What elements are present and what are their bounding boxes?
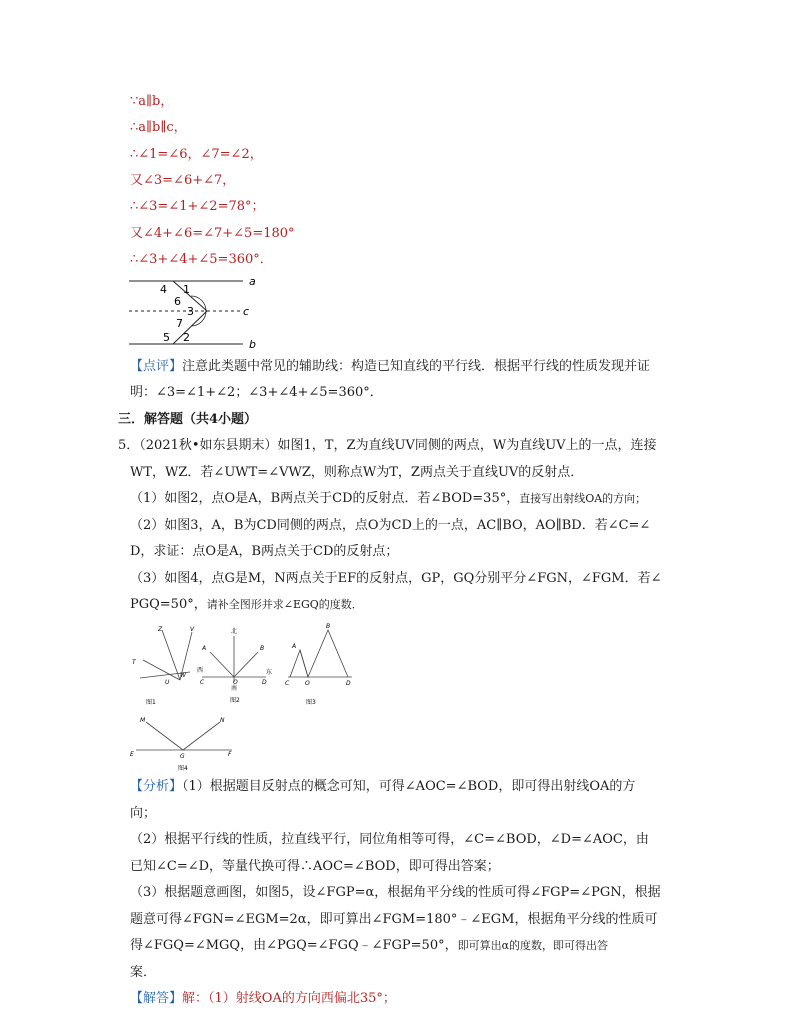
- fig2-label: C: [200, 679, 205, 686]
- fig1-caption: 图1: [146, 699, 156, 706]
- analysis-tag: 【分析】: [130, 779, 183, 794]
- fig3-label: A: [292, 643, 297, 650]
- solution-step: ∴∠3=∠1+∠2=78°；: [130, 199, 265, 214]
- analysis-line-8: 案．: [130, 965, 157, 980]
- question-2-line-2: D，求证：点O是A，B两点关于CD的反射点；: [130, 544, 399, 559]
- fig4-label: G: [180, 753, 185, 760]
- fig1-label: Z: [158, 626, 163, 633]
- question-2-line-1: （2）如图3，A，B为CD同侧的两点，点O为CD上的一点，AC∥BO，AO∥BD．若∠C=∠: [130, 518, 651, 533]
- fig2-label: 南: [231, 685, 238, 692]
- answer-line: [130, 990, 396, 1008]
- comment-line-1: [130, 358, 650, 376]
- question-3-line-1: （3）如图4，点G是M，N两点关于EF的反射点，GP，GQ分别平分∠FGN，∠FGM．若∠: [130, 571, 662, 586]
- problem-line-1: [118, 437, 657, 455]
- question-1-text-cont: 直接写出射线OA的方向；: [519, 492, 647, 505]
- fig2-label: 西: [197, 667, 204, 674]
- solution-step: ∴∠1=∠6，∠7=∠2，: [130, 147, 263, 162]
- label-c: c: [243, 305, 250, 318]
- label-a: a: [249, 276, 256, 288]
- fig4-label: F: [228, 751, 232, 758]
- fig2-label: B: [260, 645, 265, 652]
- answer-text: 解：（1）射线OA的方向西偏北35°；: [182, 991, 396, 1006]
- fig2-label: D: [262, 679, 267, 686]
- angle-label-2: 2: [183, 331, 190, 344]
- fig4-label: E: [130, 751, 134, 758]
- solution-step: ∴a∥b∥c，: [130, 120, 187, 135]
- comment-tag: 【点评】: [130, 359, 183, 374]
- fig3-label: B: [326, 623, 331, 630]
- fig3-label: C: [285, 680, 290, 687]
- fig2-label: O: [233, 679, 238, 686]
- answer-tag: 【解答】: [130, 991, 183, 1006]
- solution-step: 又∠3=∠6+∠7，: [130, 173, 236, 188]
- comment-line-2: 明：∠3=∠1+∠2；∠3+∠4+∠5=360°．: [130, 385, 383, 400]
- solution-step: ∴∠3+∠4+∠5=360°．: [130, 252, 273, 267]
- angle-label-5: 5: [163, 331, 170, 344]
- fig4-label: N: [220, 717, 225, 724]
- fig3-caption: 图3: [306, 699, 316, 706]
- question-1-text: （1）如图2，点O是A，B两点关于CD的反射点．若∠BOD=35°，: [130, 491, 520, 506]
- angle-label-6: 6: [174, 295, 181, 308]
- analysis-line-5: （3）根据题意画图，如图5，设∠FGP=α，根据角平分线的性质可得∠FGP=∠PGN，根据: [130, 885, 661, 900]
- angle-label-3: 3: [187, 305, 194, 318]
- solution-step: ∵a∥b，: [130, 94, 174, 109]
- section-heading: 三．解答题（共4小题）: [118, 412, 258, 427]
- fig4-caption: 图4: [178, 765, 188, 772]
- fig3-label: D: [346, 680, 351, 687]
- angle-label-7: 7: [176, 317, 183, 330]
- figure-1: [130, 622, 200, 708]
- problem-line-2: WT，WZ．若∠UWT=∠VWZ，则称点W为T，Z两点关于直线UV的反射点．: [130, 465, 584, 480]
- comment-text: 注意此类题中常见的辅助线：构造已知直线的平行线．根据平行线的性质发现并证: [182, 359, 651, 374]
- fig2-label: A: [202, 645, 207, 652]
- fig3-label: O: [305, 680, 310, 687]
- analysis-line-3: （2）根据平行线的性质，拉直线平行，同位角相等可得，∠C=∠BOD，∠D=∠AOC，由: [130, 832, 649, 847]
- problem-number: 5．: [118, 438, 140, 453]
- fig1-label: T: [132, 659, 136, 666]
- question-3-text-cont: 请补全图形并求∠EGQ的度数．: [206, 598, 363, 611]
- fig1-label: W: [180, 672, 186, 679]
- analysis-text: （1）根据题目反射点的概念可知，可得∠AOC=∠BOD，即可得出射线OA的方: [182, 779, 636, 794]
- angle-label-1: 1: [183, 283, 190, 296]
- parallel-lines-figure: [125, 276, 265, 352]
- question-3-line-2: [130, 596, 363, 614]
- fig4-label: M: [140, 717, 146, 724]
- figure-4: [128, 712, 238, 774]
- fig2-label: 北: [231, 628, 238, 635]
- analysis-line-6: 题意可得∠FGN=∠EGM=2α，即可算出∠FGM=180°﹣∠EGM，根据角平分线的性质可: [130, 912, 658, 927]
- label-b: b: [249, 338, 256, 351]
- question-3-text: PGQ=50°，: [130, 597, 207, 612]
- fig1-label: V: [190, 626, 195, 633]
- problem-intro: （2021秋•如东县期末）如图1，T，Z为直线UV同侧的两点，W为直线UV上的一点，连接: [139, 438, 657, 453]
- analysis-line-4: 已知∠C=∠D，等量代换可得∴AOC=∠BOD，即可得出答案；: [130, 859, 500, 874]
- figure-2: [196, 622, 276, 708]
- question-1: [130, 490, 646, 508]
- fig1-label: U: [165, 679, 170, 686]
- fig2-caption: 图2: [230, 697, 240, 704]
- fig2-label: 东: [266, 669, 273, 676]
- analysis-line-7: [130, 937, 608, 955]
- figure-3: [282, 622, 362, 708]
- analysis-line-2: 向；: [130, 806, 157, 821]
- angle-label-4: 4: [160, 283, 167, 296]
- analysis-text: 得∠FGQ=∠MGQ，由∠PGQ=∠FGQ﹣∠FGP=50°，: [130, 938, 458, 953]
- analysis-text-cont: 即可算出α的度数，即可得出答: [457, 939, 609, 952]
- analysis-line-1: [130, 778, 635, 796]
- solution-step: 又∠4+∠6=∠7+∠5=180°: [130, 226, 295, 241]
